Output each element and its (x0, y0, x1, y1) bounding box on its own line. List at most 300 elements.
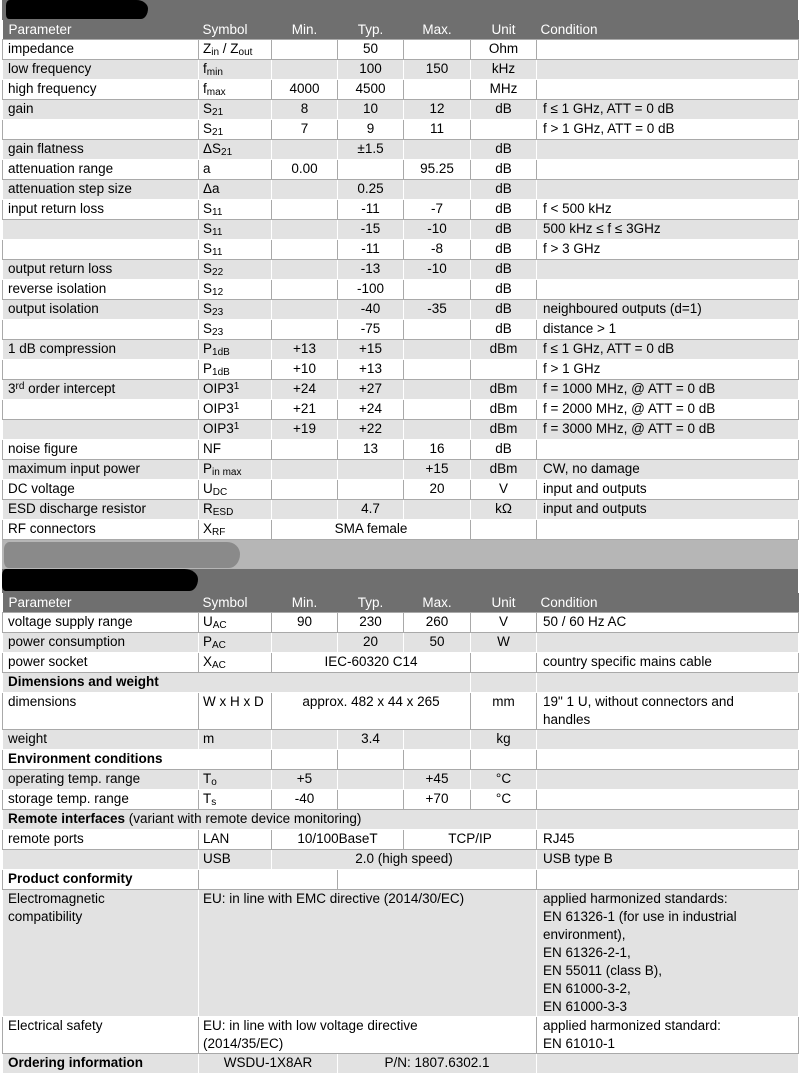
cell: high frequency (3, 80, 199, 100)
table-row (3, 140, 799, 160)
redacted-rf-title (6, 0, 148, 19)
cell: dB (471, 320, 537, 340)
column-header: Max. (404, 20, 471, 40)
table-row (3, 100, 799, 120)
cell: $S_{11}$ (199, 200, 272, 220)
column-header-row (3, 20, 799, 40)
cell (537, 60, 799, 80)
cell: NF (199, 440, 272, 460)
cell: gain (3, 100, 199, 120)
cell: -11 (338, 200, 404, 220)
cell (3, 120, 199, 140)
cell (471, 750, 537, 770)
table-row (3, 730, 799, 750)
cell: 0.25 (338, 180, 404, 200)
cell: +10 (272, 360, 338, 380)
cell: 2.0 (high speed) (272, 850, 537, 870)
cell: input and outputs (537, 500, 799, 520)
cell (3, 320, 199, 340)
cell: f ≤ 1 GHz, ATT = 0 dB (537, 340, 799, 360)
table-row (3, 320, 799, 340)
cell: $OIP3^1$ (199, 380, 272, 400)
table-row (3, 673, 799, 693)
cell: $S_{23}$ (199, 300, 272, 320)
cell: EU: in line with EMC directive (2014/30/EC) (199, 890, 537, 1017)
cell: $P_{1dB}$ (199, 340, 272, 360)
cell: $S_{12}$ (199, 280, 272, 300)
cell (537, 730, 799, 750)
cell: remote ports (3, 830, 199, 850)
table-row (3, 1054, 799, 1074)
cell: $S_{11}$ (199, 240, 272, 260)
cell (3, 850, 199, 870)
cell (404, 730, 471, 750)
rf-spec-table (2, 20, 799, 540)
cell (272, 40, 338, 60)
cell: V (471, 480, 537, 500)
cell: -10 (404, 260, 471, 280)
cell: RJ45 (537, 830, 799, 850)
cell (272, 480, 338, 500)
cell: -100 (338, 280, 404, 300)
column-header-row (3, 593, 799, 613)
table-row (3, 460, 799, 480)
cell (199, 870, 338, 890)
cell: -15 (338, 220, 404, 240)
cell: +22 (338, 420, 404, 440)
cell (272, 300, 338, 320)
cell: 50 (404, 633, 471, 653)
cell: voltage supply range (3, 613, 199, 633)
table-row (3, 80, 799, 100)
cell (471, 653, 537, 673)
cell: 50 (338, 40, 404, 60)
cell: 12 (404, 100, 471, 120)
cell (272, 240, 338, 260)
cell (537, 260, 799, 280)
table-row (3, 360, 799, 380)
cell: $f_{max}$ (199, 80, 272, 100)
cell: dB (471, 220, 537, 240)
cell: -10 (404, 220, 471, 240)
cell: -11 (338, 240, 404, 260)
cell: 4.7 (338, 500, 404, 520)
table-row (3, 830, 799, 850)
table-row (3, 420, 799, 440)
cell (404, 80, 471, 100)
cell: dB (471, 300, 537, 320)
rf-spec-title-band (2, 0, 798, 20)
cell (272, 730, 338, 750)
cell: 260 (404, 613, 471, 633)
cell: WSDU-1X8AR (199, 1054, 338, 1074)
column-header: Condition (537, 593, 799, 613)
table-row (3, 160, 799, 180)
cell (404, 400, 471, 420)
column-header: Parameter (3, 593, 199, 613)
cell: attenuation range (3, 160, 199, 180)
cell: -40 (338, 300, 404, 320)
column-header: Parameter (3, 20, 199, 40)
table-row (3, 633, 799, 653)
cell: W x H x D (199, 693, 272, 730)
cell: -13 (338, 260, 404, 280)
cell: applied harmonized standard: EN 61010-1 (537, 1017, 799, 1054)
cell: low frequency (3, 60, 199, 80)
cell (537, 770, 799, 790)
cell: f > 3 GHz (537, 240, 799, 260)
cell: kg (471, 730, 537, 750)
cell (404, 140, 471, 160)
cell (404, 380, 471, 400)
redacted-footnote (4, 542, 240, 568)
column-header: Typ. (338, 20, 404, 40)
cell: f < 500 kHz (537, 200, 799, 220)
cell: EU: in line with low voltage directive (2014/35/EC) (199, 1017, 537, 1054)
cell: power socket (3, 653, 199, 673)
table-row (3, 890, 799, 1017)
cell (404, 280, 471, 300)
cell (471, 120, 537, 140)
cell: SMA female (272, 520, 471, 540)
cell: 4500 (338, 80, 404, 100)
cell: Electromagnetic compatibility (3, 890, 199, 1017)
cell: $U_{AC}$ (199, 613, 272, 633)
cell: +15 (338, 340, 404, 360)
cell: -40 (272, 790, 338, 810)
cell: LAN (199, 830, 272, 850)
cell (537, 80, 799, 100)
cell: $S_{23}$ (199, 320, 272, 340)
cell: $S_{21}$ (199, 120, 272, 140)
table-row (3, 40, 799, 60)
cell: 16 (404, 440, 471, 460)
cell (537, 440, 799, 460)
cell (338, 750, 404, 770)
column-header: Min. (272, 20, 338, 40)
table-row (3, 280, 799, 300)
cell: dBm (471, 340, 537, 360)
cell: distance > 1 (537, 320, 799, 340)
cell: -8 (404, 240, 471, 260)
cell: output isolation (3, 300, 199, 320)
cell: 100 (338, 60, 404, 80)
table-row (3, 200, 799, 220)
cell (3, 360, 199, 380)
cell: dB (471, 240, 537, 260)
cell (404, 500, 471, 520)
cell (404, 750, 471, 770)
cell: f = 1000 MHz, @ ATT = 0 dB (537, 380, 799, 400)
cell: $P_{in max}$ (199, 460, 272, 480)
cell: IEC-60320 C14 (272, 653, 471, 673)
cell (272, 140, 338, 160)
cell: applied harmonized standards: EN 61326-1 (for use in industrial environment), EN 61326-2-1, EN 55011 (class B), EN 61000-3-2, EN 61000-3-3 (537, 890, 799, 1017)
cell (537, 870, 799, 890)
cell: $U_{DC}$ (199, 480, 272, 500)
cell (272, 500, 338, 520)
cell: neighboured outputs (d=1) (537, 300, 799, 320)
cell: dB (471, 200, 537, 220)
cell: TCP/IP (404, 830, 537, 850)
cell: dBm (471, 380, 537, 400)
cell: 20 (404, 480, 471, 500)
cell: dBm (471, 420, 537, 440)
cell: dB (471, 160, 537, 180)
cell: $S_{21}$ (199, 100, 272, 120)
cell: 4000 (272, 80, 338, 100)
cell (272, 750, 338, 770)
cell: +13 (338, 360, 404, 380)
cell: 19" 1 U, without connectors and handles (537, 693, 799, 730)
table-row (3, 870, 799, 890)
cell: storage temp. range (3, 790, 199, 810)
cell: $T_s$ (199, 790, 272, 810)
cell: 500 kHz ≤ f ≤ 3GHz (537, 220, 799, 240)
column-header: Unit (471, 593, 537, 613)
cell: $Z_{in} / Z_{out}$ (199, 40, 272, 60)
column-header: Unit (471, 20, 537, 40)
cell: 50 / 60 Hz AC (537, 613, 799, 633)
table-row (3, 260, 799, 280)
cell: country specific mains cable (537, 653, 799, 673)
column-header: Typ. (338, 593, 404, 613)
cell (404, 360, 471, 380)
cell (404, 320, 471, 340)
cell: f > 1 GHz (537, 360, 799, 380)
column-header: Min. (272, 593, 338, 613)
cell: approx. 482 x 44 x 265 (272, 693, 471, 730)
cell: $f_{min}$ (199, 60, 272, 80)
cell (404, 180, 471, 200)
cell: noise figure (3, 440, 199, 460)
cell: CW, no damage (537, 460, 799, 480)
cell: 150 (404, 60, 471, 80)
cell: $T_o$ (199, 770, 272, 790)
cell: f = 2000 MHz, @ ATT = 0 dB (537, 400, 799, 420)
cell: 10 (338, 100, 404, 120)
table-row (3, 120, 799, 140)
cell: V (471, 613, 537, 633)
cell: f > 1 GHz, ATT = 0 dB (537, 120, 799, 140)
cell: $\Delta S_{21}$ (199, 140, 272, 160)
cell (471, 673, 537, 693)
cell: 3.4 (338, 730, 404, 750)
cell: 90 (272, 613, 338, 633)
cell: RF connectors (3, 520, 199, 540)
footnote-band (2, 540, 798, 569)
cell: 7 (272, 120, 338, 140)
cell: 20 (338, 633, 404, 653)
table-row (3, 500, 799, 520)
cell: dB (471, 180, 537, 200)
cell: +19 (272, 420, 338, 440)
cell: dB (471, 440, 537, 460)
cell: ESD discharge resistor (3, 500, 199, 520)
cell: dB (471, 100, 537, 120)
cell: Ordering information (3, 1054, 199, 1074)
cell (537, 40, 799, 60)
table-row (3, 693, 799, 730)
table-row (3, 220, 799, 240)
cell: Remote interfaces (variant with remote device monitoring) (3, 810, 537, 830)
cell (404, 40, 471, 60)
cell: input and outputs (537, 480, 799, 500)
cell (338, 870, 537, 890)
table-row (3, 380, 799, 400)
table-row (3, 180, 799, 200)
general-spec-table (2, 593, 799, 1074)
cell: operating temp. range (3, 770, 199, 790)
cell: reverse isolation (3, 280, 199, 300)
table-row (3, 480, 799, 500)
cell (537, 180, 799, 200)
cell: +27 (338, 380, 404, 400)
cell: input return loss (3, 200, 199, 220)
redacted-general-title (2, 569, 198, 591)
cell: gain flatness (3, 140, 199, 160)
cell: °C (471, 770, 537, 790)
cell (272, 200, 338, 220)
cell (272, 460, 338, 480)
cell: -75 (338, 320, 404, 340)
column-header: Symbol (199, 20, 272, 40)
cell: Δa (199, 180, 272, 200)
cell: +13 (272, 340, 338, 360)
cell: USB type B (537, 850, 799, 870)
cell (537, 1054, 799, 1074)
cell: dB (471, 280, 537, 300)
column-header: Condition (537, 20, 799, 40)
cell (537, 633, 799, 653)
cell: DC voltage (3, 480, 199, 500)
cell (338, 790, 404, 810)
cell (537, 750, 799, 770)
cell: dimensions (3, 693, 199, 730)
cell: +24 (272, 380, 338, 400)
table-row (3, 340, 799, 360)
cell: a (199, 160, 272, 180)
cell: 230 (338, 613, 404, 633)
cell (338, 460, 404, 480)
cell: +45 (404, 770, 471, 790)
table-row (3, 850, 799, 870)
cell: power consumption (3, 633, 199, 653)
cell (537, 810, 799, 830)
cell (338, 160, 404, 180)
cell: mm (471, 693, 537, 730)
table-row (3, 750, 799, 770)
cell: +15 (404, 460, 471, 480)
cell (3, 420, 199, 440)
cell: $P_{1dB}$ (199, 360, 272, 380)
cell: attenuation step size (3, 180, 199, 200)
cell (272, 280, 338, 300)
table-row (3, 613, 799, 633)
cell: 9 (338, 120, 404, 140)
cell (272, 260, 338, 280)
cell: $S_{11}$ (199, 220, 272, 240)
cell: 13 (338, 440, 404, 460)
cell (338, 770, 404, 790)
cell: Ohm (471, 40, 537, 60)
cell (3, 220, 199, 240)
cell: 1 dB compression (3, 340, 199, 360)
table-row (3, 240, 799, 260)
cell (471, 360, 537, 380)
cell: m (199, 730, 272, 750)
table-row (3, 400, 799, 420)
cell: impedance (3, 40, 199, 60)
table-row (3, 60, 799, 80)
table-row (3, 653, 799, 673)
table-row (3, 790, 799, 810)
cell: +70 (404, 790, 471, 810)
table-row (3, 770, 799, 790)
cell (537, 520, 799, 540)
cell: USB (199, 850, 272, 870)
cell: 95.25 (404, 160, 471, 180)
cell: -7 (404, 200, 471, 220)
table-row (3, 300, 799, 320)
cell: maximum input power (3, 460, 199, 480)
table-row (3, 810, 799, 830)
cell: Environment conditions (3, 750, 272, 770)
cell (537, 673, 799, 693)
cell: $X_{RF}$ (199, 520, 272, 540)
cell (537, 160, 799, 180)
table-row (3, 440, 799, 460)
cell: +24 (338, 400, 404, 420)
table-row (3, 1017, 799, 1054)
cell: MHz (471, 80, 537, 100)
cell: Electrical safety (3, 1017, 199, 1054)
table-row (3, 520, 799, 540)
cell: 3rd order intercept (3, 380, 199, 400)
cell (272, 180, 338, 200)
cell: $S_{22}$ (199, 260, 272, 280)
cell: f = 3000 MHz, @ ATT = 0 dB (537, 420, 799, 440)
cell: 0.00 (272, 160, 338, 180)
cell (338, 480, 404, 500)
cell (272, 320, 338, 340)
cell: output return loss (3, 260, 199, 280)
cell: 8 (272, 100, 338, 120)
cell: -35 (404, 300, 471, 320)
cell: $OIP3^1$ (199, 420, 272, 440)
cell (272, 440, 338, 460)
cell (537, 140, 799, 160)
cell (537, 790, 799, 810)
cell: +5 (272, 770, 338, 790)
cell (272, 633, 338, 653)
cell (272, 220, 338, 240)
cell: dBm (471, 400, 537, 420)
cell: f ≤ 1 GHz, ATT = 0 dB (537, 100, 799, 120)
cell: $OIP3^1$ (199, 400, 272, 420)
cell: kHz (471, 60, 537, 80)
cell: W (471, 633, 537, 653)
cell (471, 520, 537, 540)
cell (537, 280, 799, 300)
cell: °C (471, 790, 537, 810)
cell: dB (471, 260, 537, 280)
cell: Dimensions and weight (3, 673, 471, 693)
cell (3, 240, 199, 260)
cell: 10/100BaseT (272, 830, 404, 850)
cell (404, 420, 471, 440)
cell: $X_{AC}$ (199, 653, 272, 673)
